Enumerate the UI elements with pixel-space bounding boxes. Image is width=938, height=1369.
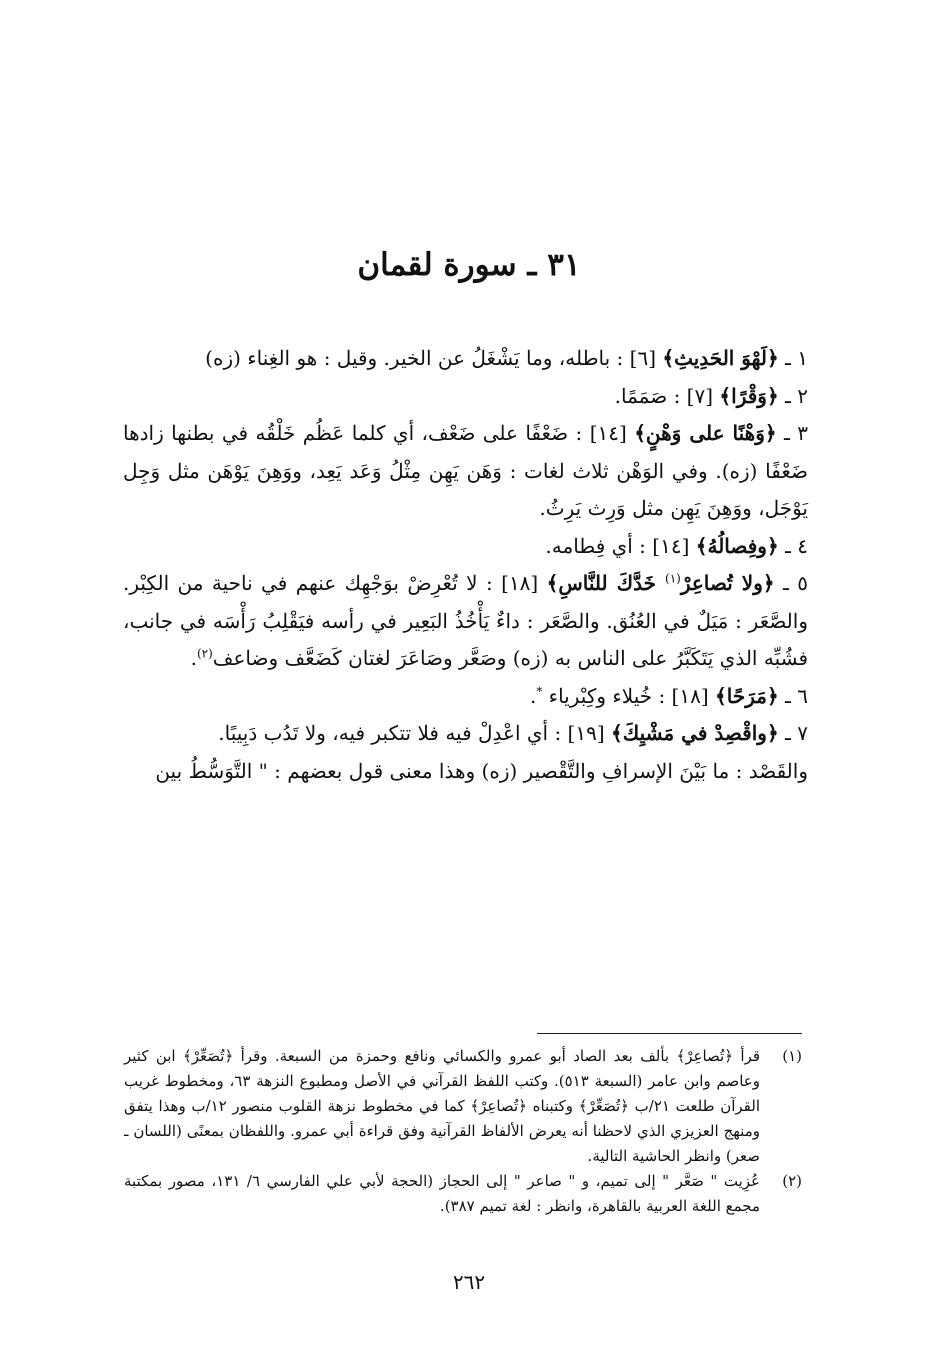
quran-quote: ﴿مَرَحًا﴾ bbox=[715, 683, 779, 708]
entry-3 bbox=[123, 415, 808, 528]
entry-number: ٣ ـ bbox=[784, 421, 808, 445]
footnote-ref: (٢) bbox=[196, 646, 213, 661]
entry-2 bbox=[123, 378, 808, 416]
entry-1 bbox=[123, 340, 808, 378]
entry-text: [١٩] : أي اعْدِلْ فيه فلا تتكبر فيه، ولا تَدُب دَبِيبًا. bbox=[218, 721, 612, 745]
main-text bbox=[123, 340, 808, 790]
entry-text: [١٤] : ضَعْفًا على ضَعْف، أي كلما عَظُم خَلْقُه في بطنها زادها ضَعْفًا (زه). وفي الوَهْن ثلاث لغات : وَهَن يَهِن مِثْلُ وَعَد يَعِد، ووَهِنَ يَوْهَن مثل وَجِل يَوْجَل، ووَهِنَ يَهِن مثل وَرِث يَرِثُ. bbox=[123, 421, 808, 520]
entry-text-end: . bbox=[529, 683, 537, 708]
footnote-text: عُزِيت " صَعَّر " إلى تميم، و " صاعر " إلى الحجاز (الحجة لأبي علي الفارسي ٦/ ١٣١، مصور بمكتبة مجمع اللغة العربية بالقاهرة، وانظر : لغة تميم ٣٨٧). bbox=[124, 1172, 761, 1215]
quran-quote: ﴿ولا تُصاعِرْ bbox=[680, 571, 775, 595]
entry-4 bbox=[123, 528, 808, 566]
entry-text: [١٨] : خُيلاء وكِبْرياء bbox=[542, 683, 716, 708]
quran-quote: ﴿واقْصِدْ في مَشْيِكَ﴾ bbox=[611, 721, 779, 745]
entry-text: والقَصْد : ما بَيْنَ الإسرافِ والتَّقْصير (زه) وهذا معنى قول بعضهم : " التَّوَسُّطُ بين bbox=[155, 758, 808, 783]
entry-5 bbox=[123, 565, 808, 678]
quran-quote: ﴿لَهْوَ الحَدِيثِ﴾ bbox=[662, 346, 779, 370]
footnote-2 bbox=[124, 1169, 802, 1219]
entry-text: [١٨] : لا تُعْرِضْ بوَجْهِك عنهم في ناحية من الكِبْر. والصَّعَر : مَيَلٌ في العُنُق. والصَّعَر : داءٌ يَأْخُذُ البَعِير في رأسه فيَقْلِبُ رَأْسَه في جانب، فشُبِّه الذي يَتَكَبَّرُ على الناس به (زه) وصَعَّر وصَاعَرَ لغتان كَضَعَّف وضاعف bbox=[123, 571, 808, 670]
asterisk-mark: * bbox=[536, 683, 543, 698]
entry-text-end: . bbox=[190, 646, 197, 670]
quran-quote-cont: خَدَّكَ للنَّاسِ﴾ bbox=[546, 571, 665, 595]
surah-title: ٣١ ـ سورة لقمان bbox=[357, 247, 581, 283]
entry-text: [٦] : باطله، وما يَشْغَلُ عن الخير. وقيل : هو الغِناء (زه) bbox=[205, 346, 663, 370]
entry-number: ٢ ـ bbox=[785, 383, 808, 408]
quran-quote: ﴿وَهْنًا على وَهْنٍ﴾ bbox=[634, 421, 777, 445]
footnote-text: قرأ ﴿تُصاعِرْ﴾ بألف بعد الصاد أبو عمرو والكسائي ونافع وحمزة من السبعة. وقرأ ﴿تُصَعِّرْ﴾ ابن كثير وعاصم وابن عامر (السبعة ٥١٣). وكتب اللفظ القرآني في الأصل ومطبوع النزهة ٦٣، ومخطوط غريب القرآن طلعت ٢١/ب ﴿تُصَعِّرْ﴾ وكتبناه ﴿تُصاعِرْ﴾ كما في مخطوط نزهة القلوب منصور ١٢/ب وهذا يتفق ومنهج العزيزي الذي لاحظنا أنه يعرض الألفاظ القرآنية وفق قراءة أبي عمرو. واللفظان بمعنًى (اللسان ـ صعر) وانظر الحاشية التالية. bbox=[124, 1047, 760, 1165]
footnote-ref: (١) bbox=[665, 571, 681, 586]
entry-number: ٥ ـ bbox=[783, 571, 809, 595]
footnote-separator bbox=[537, 1033, 802, 1034]
entry-number: ٦ ـ bbox=[785, 683, 808, 708]
entry-7 bbox=[123, 715, 808, 753]
footnotes bbox=[124, 1044, 802, 1219]
footnote-number: (١) bbox=[782, 1047, 802, 1065]
quran-quote: ﴿وَقْرًا﴾ bbox=[719, 383, 779, 408]
entry-number: ٧ ـ bbox=[785, 721, 808, 745]
quran-quote: ﴿وفِصالُهُ﴾ bbox=[695, 533, 779, 558]
entry-text: [٧] : صَمَمًا. bbox=[614, 383, 720, 408]
entry-7-continuation bbox=[123, 753, 808, 791]
footnote-number: (٢) bbox=[782, 1172, 802, 1190]
entry-6 bbox=[123, 678, 808, 716]
entry-text: [١٤] : أي فِطامه. bbox=[545, 533, 696, 558]
footnote-1 bbox=[124, 1044, 802, 1169]
entry-number: ٤ ـ bbox=[785, 533, 808, 558]
entry-number: ١ ـ bbox=[785, 346, 808, 370]
page-number: ٢٦٢ bbox=[452, 1270, 486, 1294]
